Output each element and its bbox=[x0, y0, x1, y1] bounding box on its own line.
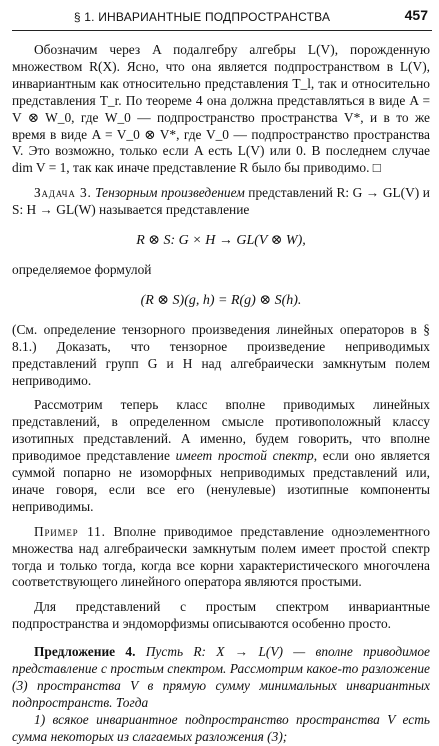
header-rule bbox=[12, 30, 432, 31]
paragraph-proof-end: Обозначим через A подалгебру алгебры L(V), порожденную множеством R(X). Ясно, что она является подпространством в L(V), инвариантным как относительно представления T_l, так и относительно представления T_r. По теореме 4 она должна представляться в виде A = V ⊗ W_0, где W_0 — подпространство пространства V*, и в то же время в виде A = V_0 ⊗ V*, где V_0 — подпространство пространства V. Это возможно, только если A есть L(V) или 0. В последнем случае dim V = 1, так как иначе представление R было бы приводимо. □ bbox=[12, 42, 430, 176]
running-head: § 1. ИНВАРИАНТНЫЕ ПОДПРОСТРАНСТВА bbox=[73, 10, 331, 24]
task-3 bbox=[12, 185, 430, 219]
paragraph-see-definition: (См. определение тензорного произведения линейных операторов в § 8.1.) Доказать, что тензорное произведение неприводимых представлений групп G и H над алгебраически замкнутым полем неприводимо. bbox=[12, 321, 430, 388]
page-header bbox=[12, 0, 432, 32]
paragraph-simple-description: Для представлений с простым спектром инвариантные подпространства и эндоморфизмы описываются особенно просто. bbox=[12, 599, 430, 632]
task-term: Тензорным произведением bbox=[95, 185, 245, 201]
consider-text-b: , если оно является суммой попарно не изоморфных неприводимых представлений или, иначе говоря, если все его (ненулевые) изотипные компоненты неприводимы. bbox=[12, 448, 430, 514]
proposition-label: Предложение 4. bbox=[34, 644, 136, 660]
example-text: Вполне приводимое представление одноэлементного множества над алгебраически замкнутым полем имеет простой спектр тогда и только тогда, когда все корни характеристического многочлена соответствующего линейного оператора являются простыми. bbox=[12, 523, 430, 590]
task-label: Задача 3. bbox=[34, 185, 92, 201]
task-text: представлений R: G → GL(V) и S: H → GL(W) называется представление bbox=[12, 185, 430, 218]
proposition-text: Пусть R: X → L(V) — вполне приводимое представление с простым спектром. Рассмотрим какое-то разложение (3) пространства V в прямую сумму минимальных инвариантных подпространств. Тогда bbox=[12, 644, 430, 710]
consider-text-a: Рассмотрим теперь класс вполне приводимых линейных представлений, в определенном смысле противоположный классу изотипных представлений. А именно, будем говорить, что вполне приводимое представление bbox=[12, 397, 430, 464]
paragraph-simple-spectrum-def bbox=[12, 397, 430, 515]
example-label: Пример 11. bbox=[34, 523, 106, 539]
formula-tensor-rep: R ⊗ S: G × H → GL(V ⊗ W), bbox=[136, 233, 306, 249]
simple-spectrum-term: имеет простой спектр bbox=[175, 448, 314, 464]
formula-tensor-def: (R ⊗ S)(g, h) = R(g) ⊗ S(h). bbox=[140, 292, 302, 308]
proposition-item-1: 1) всякое инвариантное подпространство пространства V есть сумма некоторых из слагаемых разложения (3); bbox=[12, 711, 430, 744]
page-number: 457 bbox=[404, 7, 428, 23]
page-body bbox=[12, 42, 430, 746]
defined-by-text: определяемое формулой bbox=[12, 261, 152, 277]
example-11 bbox=[12, 524, 430, 592]
proposition-4 bbox=[12, 644, 430, 712]
